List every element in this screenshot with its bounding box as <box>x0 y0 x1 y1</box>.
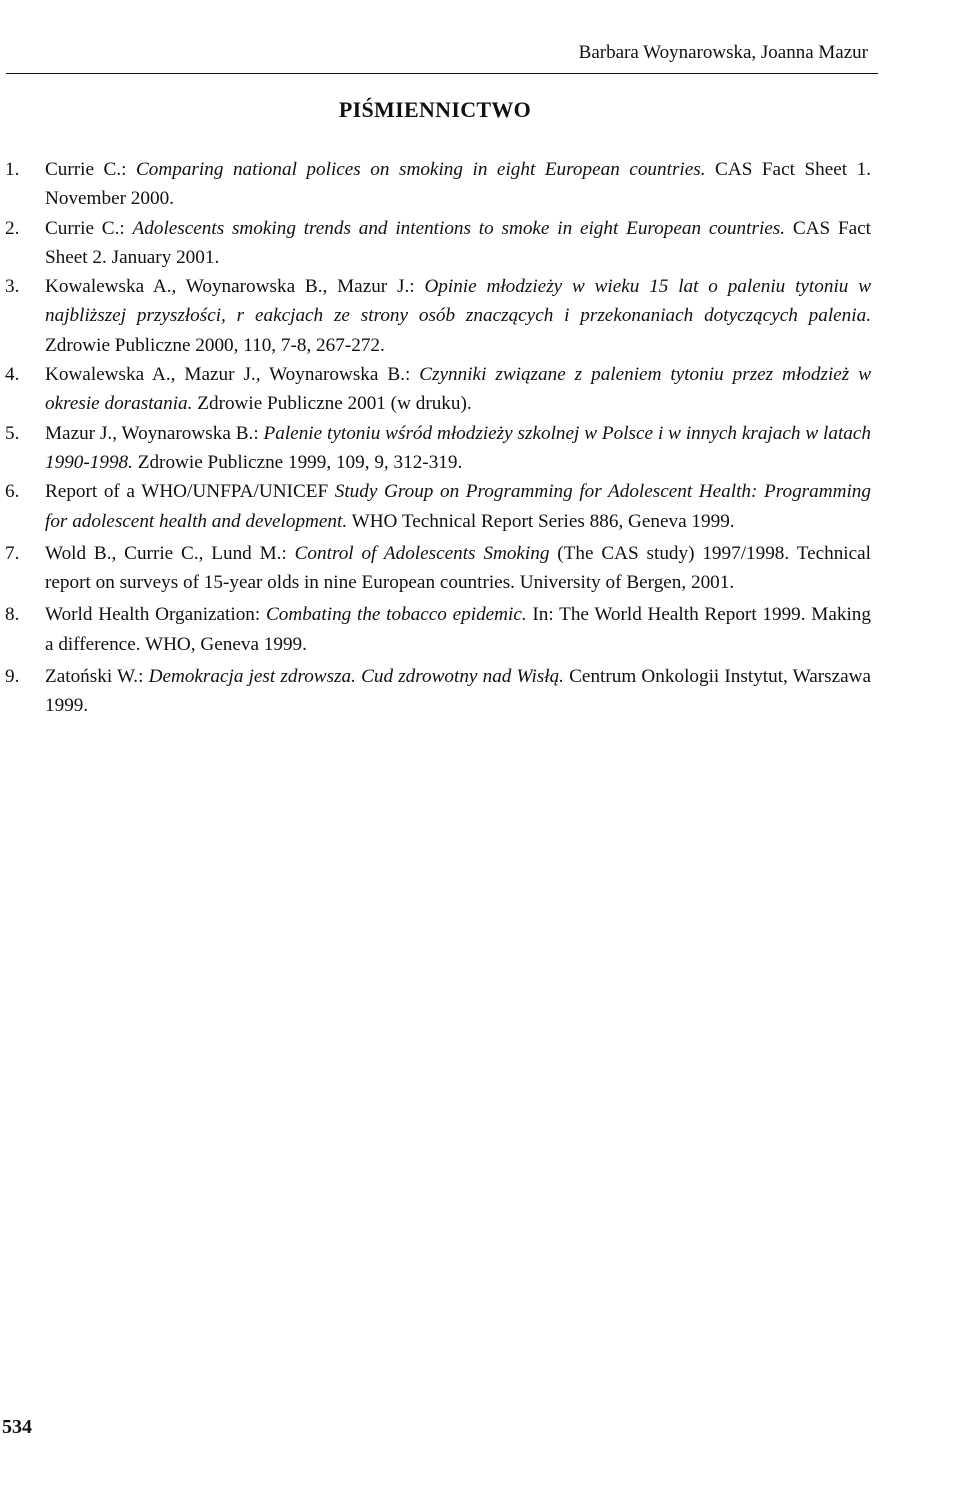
reference-text: Zatoński W.: <box>45 666 149 688</box>
reference-number: 7. <box>5 542 20 564</box>
reference-title: Palenie tytoniu wśród młodzieży szkolnej w Polsce i w innych krajach w latach 1990-1998. <box>45 422 871 473</box>
page-number: 534 <box>2 1416 32 1438</box>
reference-list <box>5 155 871 721</box>
reference-item <box>5 272 871 360</box>
reference-text: Wold B., Currie C., Lund M.: <box>45 542 295 564</box>
reference-text: Currie C.: <box>45 159 136 180</box>
section-title: PIŚMIENNICTWO <box>338 97 532 122</box>
reference-item <box>5 214 871 273</box>
reference-item <box>5 539 871 598</box>
reference-text: Kowalewska A., Mazur J., Woynarowska B.: <box>45 364 420 386</box>
reference-number: 6. <box>5 481 20 503</box>
reference-title: Adolescents smoking trends and intentions to smoke in eight European countries. <box>132 217 786 239</box>
header-rule <box>6 73 878 74</box>
reference-number: 5. <box>5 422 20 444</box>
reference-text: Kowalewska A., Woynarowska B., Mazur J.: <box>45 276 425 298</box>
reference-item <box>5 600 871 659</box>
reference-title: Czynniki związane z paleniem tytoniu przez młodzież w okresie dorastania. <box>45 364 872 415</box>
reference-title: Demokracja jest zdrowsza. Cud zdrowotny nad Wisłą. <box>148 666 564 688</box>
reference-number: 9. <box>5 666 20 688</box>
reference-title: Opinie młodzieży w wieku 15 lat o paleniu tytoniu w najbliższej przyszłości, r eakcjach ze strony osób znaczących i przekonaniach dotyczących palenia. <box>45 276 871 327</box>
reference-item <box>5 419 871 478</box>
running-head: Barbara Woynarowska, Joanna Mazur <box>578 42 868 63</box>
reference-text: WHO Technical Report Series 886, Geneva 1999. <box>347 510 735 532</box>
reference-text: CAS Fact Sheet 2. January 2001. <box>45 217 871 268</box>
reference-text: (The CAS study) 1997/1998. Technical report on surveys of 15-year olds in nine European countries. University of Bergen, 2001. <box>45 542 871 594</box>
reference-number: 8. <box>5 604 20 626</box>
reference-text: Currie C.: <box>45 217 133 239</box>
reference-item <box>5 662 871 721</box>
reference-text: Zdrowie Publiczne 1999, 109, 9, 312-319. <box>132 451 463 473</box>
reference-title: Study Group on Programming for Adolescent Health: Programming for adolescent health and development. <box>45 481 871 532</box>
reference-title: Control of Adolescents Smoking <box>294 542 550 564</box>
reference-text: World Health Organization: <box>45 604 266 626</box>
reference-text: Zdrowie Publiczne 2000, 110, 7-8, 267-272. <box>45 334 385 356</box>
reference-item <box>5 360 871 419</box>
reference-title: Combating the tobacco epidemic. <box>265 604 527 626</box>
reference-text: Zdrowie Publiczne 2001 (w druku). <box>192 393 472 415</box>
reference-number: 4. <box>5 364 20 386</box>
reference-text: In: The World Health Report 1999. Making a difference. WHO, Geneva 1999. <box>45 604 871 655</box>
reference-number: 2. <box>5 217 20 239</box>
reference-text: Mazur J., Woynarowska B.: <box>45 422 264 444</box>
reference-text: CAS Fact Sheet 1. November 2000. <box>45 159 871 210</box>
reference-item <box>5 477 871 536</box>
reference-number: 3. <box>5 276 20 298</box>
reference-text: Report of a WHO/UNFPA/UNICEF <box>45 481 335 503</box>
reference-number: 1. <box>5 159 20 180</box>
reference-title: Comparing national polices on smoking in eight European countries. <box>136 159 706 180</box>
reference-item <box>5 155 871 214</box>
reference-text: Centrum Onkologii Instytut, Warszawa 1999. <box>45 666 871 717</box>
